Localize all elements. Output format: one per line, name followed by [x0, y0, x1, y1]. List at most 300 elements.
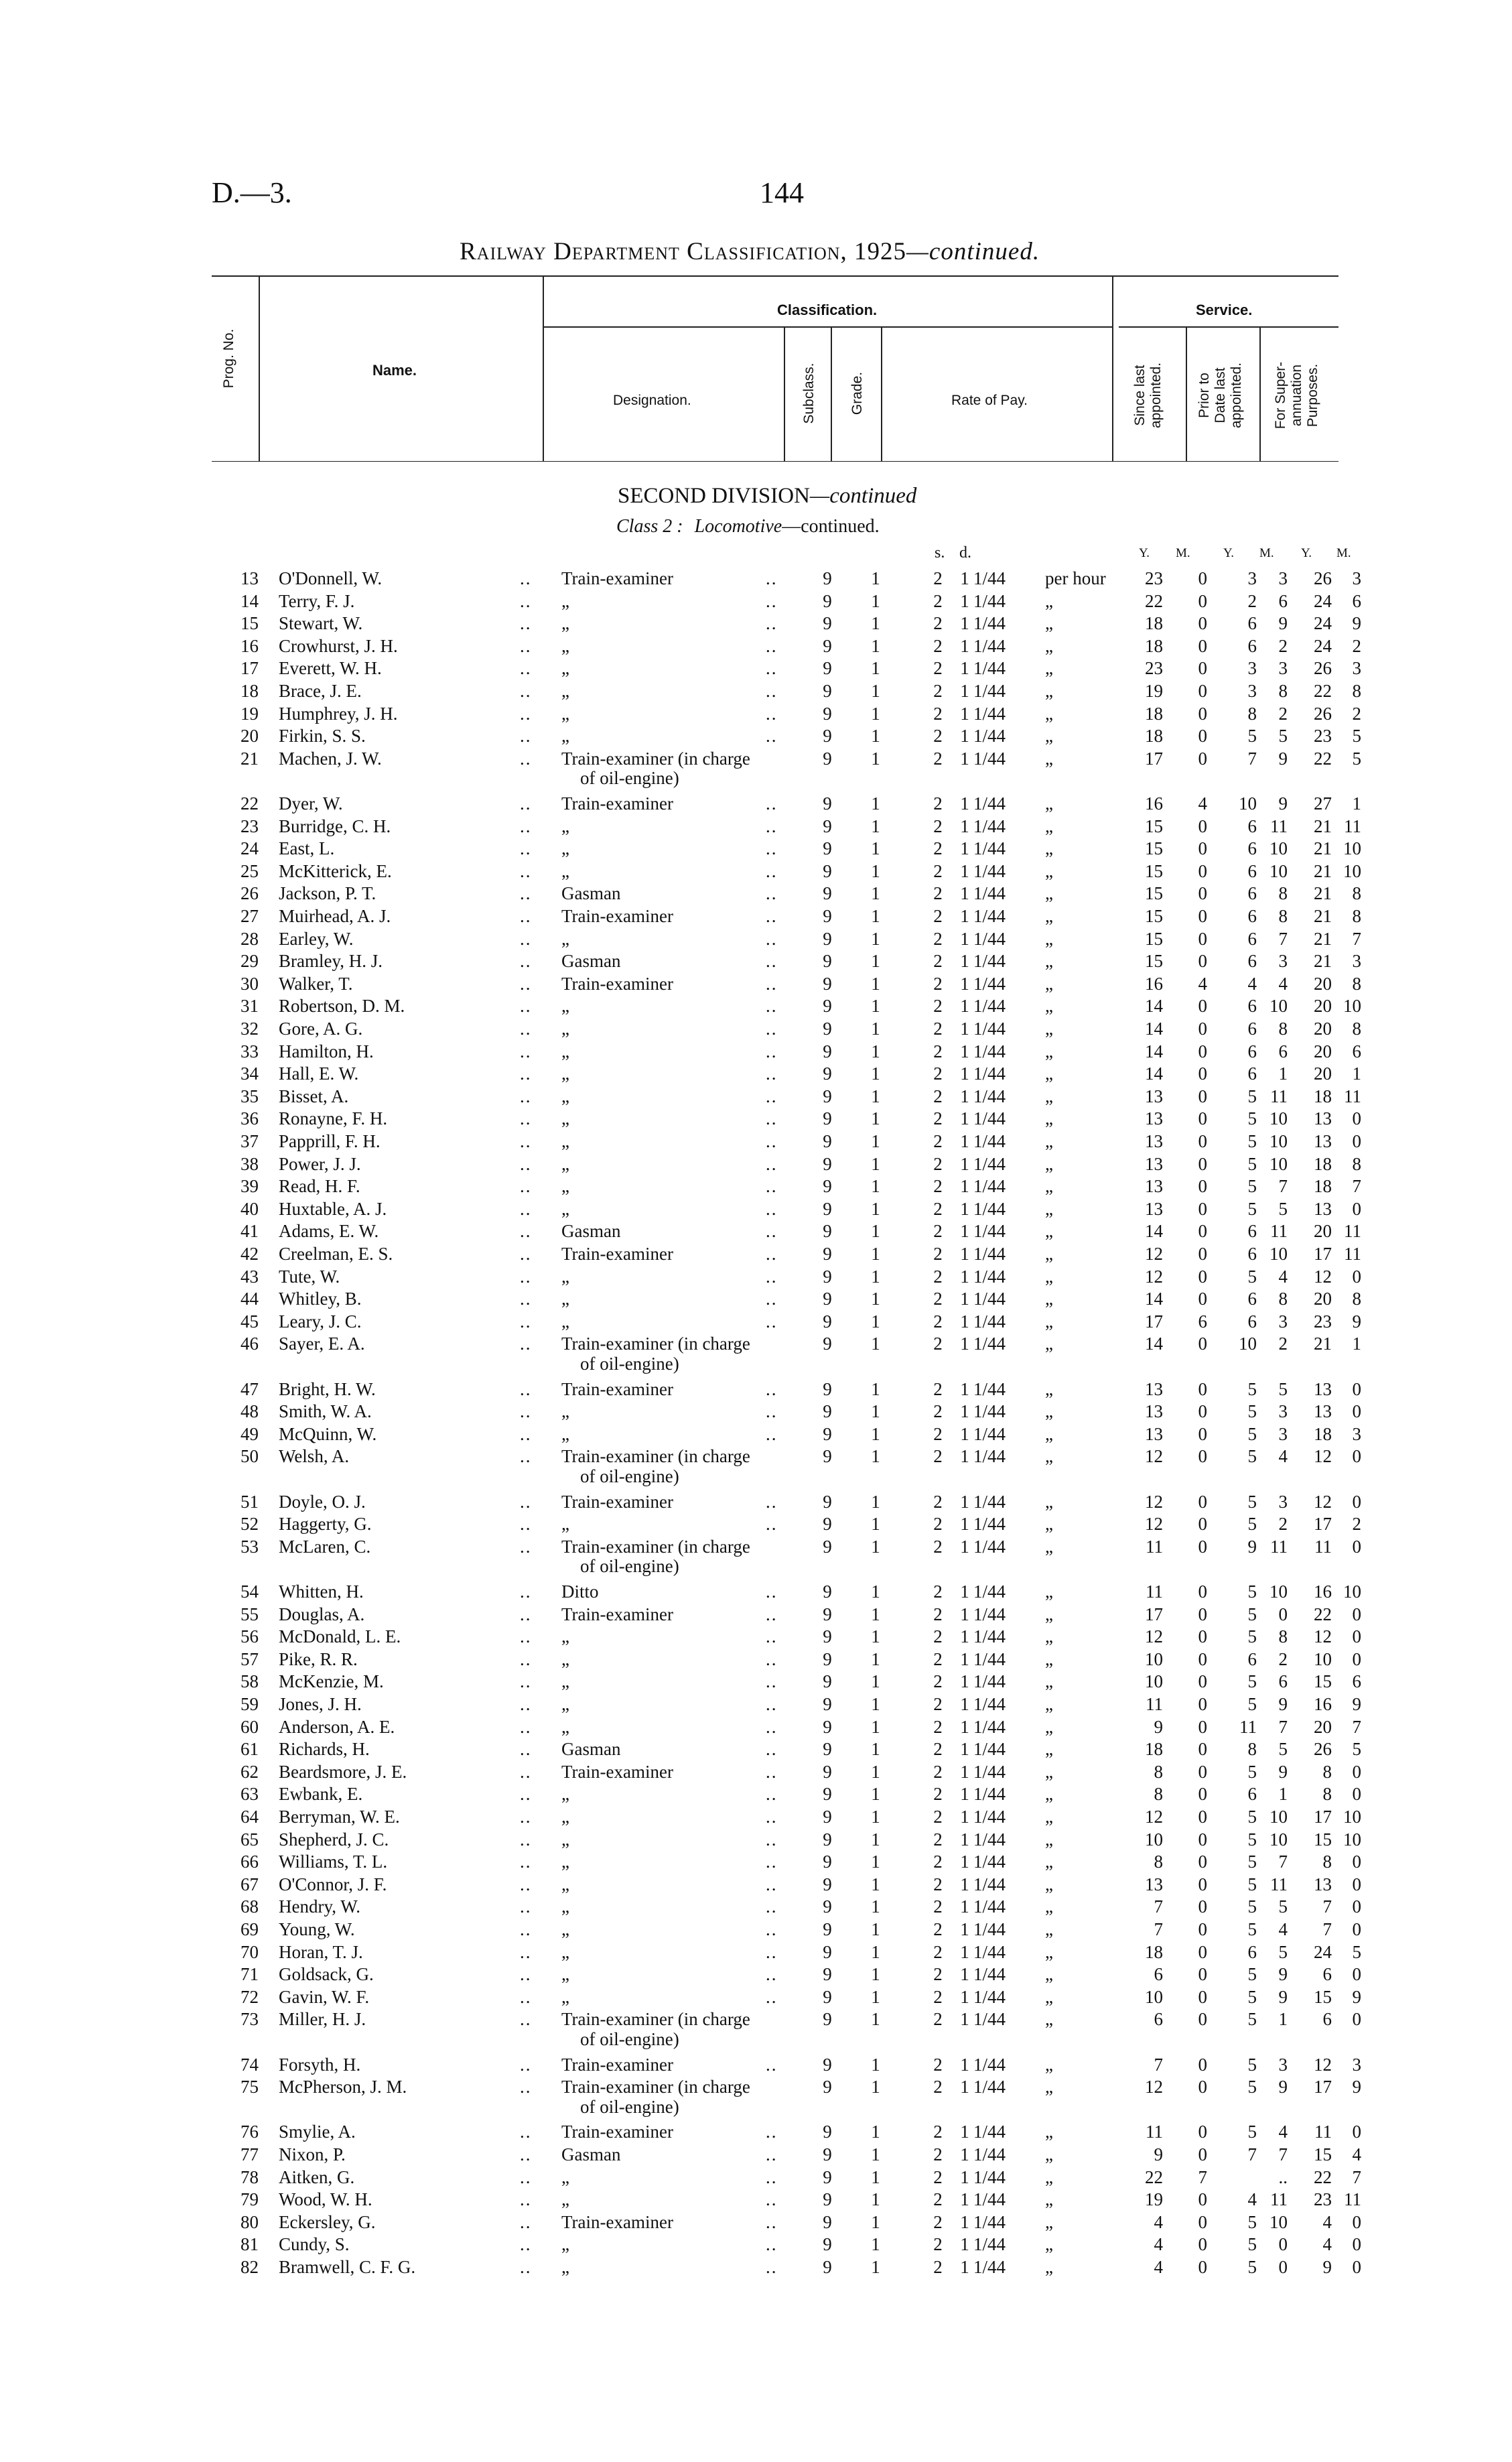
leader-dots: ..: [766, 1154, 778, 1174]
prior-months: 8: [1278, 1289, 1288, 1309]
designation: „: [561, 613, 569, 633]
leader-dots: ..: [520, 1514, 532, 1534]
rate-unit: „: [1045, 1807, 1053, 1827]
leader-dots: ..: [520, 929, 532, 949]
prior-years: 6: [1247, 951, 1257, 971]
since-last-months: 0: [1198, 1401, 1207, 1421]
leader-dots: ..: [520, 658, 532, 678]
subclass: 9: [823, 1784, 832, 1804]
super-years: 12: [1314, 1446, 1332, 1466]
unit-years-1: Y.: [1139, 546, 1150, 560]
since-last-years: 9: [1154, 1717, 1163, 1737]
grade: 1: [871, 1807, 880, 1827]
subclass: 9: [823, 1581, 832, 1602]
rate-pence: 1: [960, 2212, 969, 2232]
leader-dots: ..: [520, 1671, 532, 1691]
rate-unit: „: [1045, 658, 1053, 678]
prior-years: 5: [1247, 1176, 1257, 1196]
since-last-months: 0: [1198, 996, 1207, 1016]
grade: 1: [871, 2009, 880, 2029]
rate-fraction: 1/44: [973, 1739, 1006, 1759]
rate-pence: 1: [960, 1154, 969, 1174]
rate-pence: 1: [960, 726, 969, 746]
rate-shillings: 2: [933, 1108, 943, 1128]
prior-years: 5: [1247, 1852, 1257, 1872]
leader-dots: ..: [766, 1244, 778, 1264]
prior-months: 9: [1278, 793, 1288, 814]
leader-dots: ..: [520, 1379, 532, 1399]
prog-number: 59: [240, 1694, 259, 1714]
since-last-months: 7: [1198, 2167, 1207, 2187]
rate-fraction: 1/44: [973, 2077, 1006, 2097]
prog-number: 64: [240, 1807, 259, 1827]
designation: „: [561, 1311, 569, 1332]
rate-fraction: 1/44: [973, 1311, 1006, 1332]
leader-dots: ..: [766, 2212, 778, 2232]
since-last-months: 0: [1198, 2212, 1207, 2232]
rate-unit: „: [1045, 1964, 1053, 1984]
since-last-months: 0: [1198, 704, 1207, 724]
super-years: 23: [1314, 726, 1332, 746]
since-last-months: 0: [1198, 1176, 1207, 1196]
super-months: 3: [1352, 1424, 1361, 1444]
rate-unit: „: [1045, 1537, 1053, 1557]
rate-pence: 1: [960, 1987, 969, 2007]
super-years: 21: [1314, 816, 1332, 836]
leader-dots: ..: [520, 1604, 532, 1624]
table-row: [0, 1445, 1512, 1468]
rate-unit: „: [1045, 2257, 1053, 2277]
designation: „: [561, 1289, 569, 1309]
rate-unit: „: [1045, 906, 1053, 926]
prior-years: 6: [1247, 1221, 1257, 1241]
employee-name: Tute, W.: [279, 1267, 340, 1287]
prior-months: 1: [1278, 1063, 1288, 1084]
rate-fraction: 1/44: [973, 636, 1006, 656]
designation: „: [561, 838, 569, 858]
designation: Train-examiner (in charge: [561, 749, 750, 769]
prior-months: 8: [1278, 1019, 1288, 1039]
leader-dots: ..: [766, 658, 778, 678]
rate-shillings: 2: [933, 1987, 943, 2007]
prior-months: 0: [1278, 1604, 1288, 1624]
rate-fraction: 1/44: [973, 1874, 1006, 1894]
prior-years: 5: [1247, 1199, 1257, 1219]
super-months: 0: [1352, 1131, 1361, 1151]
prog-number: 23: [240, 816, 259, 836]
rate-pence: 1: [960, 1289, 969, 1309]
rate-unit: „: [1045, 1221, 1053, 1241]
super-years: 27: [1314, 793, 1332, 814]
super-months: 10: [1343, 1581, 1361, 1602]
prior-years: 5: [1247, 1964, 1257, 1984]
table-row: [0, 950, 1512, 972]
header-prior-to-date: Prior to Date last appointed.: [1196, 362, 1244, 429]
subclass: 9: [823, 1852, 832, 1872]
prog-number: 77: [240, 2144, 259, 2164]
rate-pence: 1: [960, 1514, 969, 1534]
table-row: [0, 1062, 1512, 1085]
table-row: [0, 1265, 1512, 1288]
subclass: 9: [823, 929, 832, 949]
since-last-months: 0: [1198, 1221, 1207, 1241]
grade: 1: [871, 1537, 880, 1557]
grade: 1: [871, 1446, 880, 1466]
subclass: 9: [823, 2122, 832, 2142]
leader-dots: ..: [766, 951, 778, 971]
prior-months: 9: [1278, 749, 1288, 769]
rate-shillings: 2: [933, 658, 943, 678]
rate-fraction: 1/44: [973, 793, 1006, 814]
since-last-years: 15: [1145, 838, 1163, 858]
rate-unit: „: [1045, 1852, 1053, 1872]
prog-number: 57: [240, 1649, 259, 1669]
prior-years: 5: [1247, 1694, 1257, 1714]
designation: Gasman: [561, 1221, 621, 1241]
table-row: [0, 2188, 1512, 2211]
employee-name: Papprill, F. H.: [279, 1131, 381, 1151]
employee-name: Douglas, A.: [279, 1604, 365, 1624]
prior-months: 9: [1278, 613, 1288, 633]
super-months: 10: [1343, 1807, 1361, 1827]
divider-sub-grade: [831, 327, 832, 461]
since-last-years: 4: [1154, 2257, 1163, 2277]
leader-dots: ..: [520, 974, 532, 994]
rate-pence: 1: [960, 2257, 969, 2277]
subclass: 9: [823, 1401, 832, 1421]
table-row: [0, 927, 1512, 950]
table-row: [0, 679, 1512, 702]
prior-years: 2: [1247, 591, 1257, 611]
subclass: 9: [823, 1492, 832, 1512]
grade: 1: [871, 1176, 880, 1196]
super-months: 11: [1344, 1086, 1361, 1106]
rate-pence: 1: [960, 1244, 969, 1264]
since-last-years: 14: [1145, 1019, 1163, 1039]
since-last-months: 0: [1198, 1852, 1207, 1872]
rate-unit: „: [1045, 1401, 1053, 1421]
document-reference: D.—3.: [212, 176, 292, 209]
leader-dots: ..: [766, 816, 778, 836]
prior-years: 6: [1247, 929, 1257, 949]
rate-fraction: 1/44: [973, 1041, 1006, 1061]
super-years: 22: [1314, 749, 1332, 769]
since-last-years: 13: [1145, 1874, 1163, 1894]
since-last-years: 8: [1154, 1852, 1163, 1872]
prior-months: 7: [1278, 1717, 1288, 1737]
prior-years: 11: [1239, 1717, 1257, 1737]
grade: 1: [871, 2077, 880, 2097]
rate-unit: „: [1045, 1874, 1053, 1894]
rate-shillings: 2: [933, 1942, 943, 1962]
leader-dots: ..: [766, 2055, 778, 2075]
table-row: [0, 1423, 1512, 1445]
table-row: [0, 1310, 1512, 1333]
prior-years: 7: [1247, 2144, 1257, 2164]
leader-dots: ..: [766, 1063, 778, 1084]
grade: 1: [871, 658, 880, 678]
rate-pence: 1: [960, 1604, 969, 1624]
table-row: [0, 1648, 1512, 1671]
rate-pence: 1: [960, 951, 969, 971]
grade: 1: [871, 1154, 880, 1174]
rate-shillings: 2: [933, 1131, 943, 1151]
rate-shillings: 2: [933, 929, 943, 949]
table-row: [0, 635, 1512, 657]
super-years: 7: [1322, 1919, 1332, 1939]
leader-dots: ..: [520, 1807, 532, 1827]
rate-pence: 1: [960, 1964, 969, 1984]
prior-months: 3: [1278, 568, 1288, 588]
since-last-years: 14: [1145, 1221, 1163, 1241]
since-last-months: 4: [1198, 974, 1207, 994]
designation: Train-examiner: [561, 568, 673, 588]
leader-dots: ..: [766, 1852, 778, 1872]
rate-fraction: 1/44: [973, 1852, 1006, 1872]
since-last-years: 13: [1145, 1424, 1163, 1444]
super-months: 8: [1352, 681, 1361, 701]
table-row: [0, 1738, 1512, 1760]
table-row: [0, 1378, 1512, 1401]
designation: Train-examiner (in charge: [561, 1537, 750, 1557]
rate-shillings: 2: [933, 1244, 943, 1264]
since-last-months: 0: [1198, 1762, 1207, 1782]
leader-dots: ..: [520, 2077, 532, 2097]
designation: Train-examiner (in charge: [561, 1334, 750, 1354]
table-row: [0, 747, 1512, 770]
rate-fraction: 1/44: [973, 2055, 1006, 2075]
table-row: [0, 1986, 1512, 2008]
rate-pence: 1: [960, 1492, 969, 1512]
prior-months: 0: [1278, 2257, 1288, 2277]
prior-months: 4: [1278, 974, 1288, 994]
prior-years: 6: [1247, 1942, 1257, 1962]
designation: „: [561, 1401, 569, 1421]
rate-shillings: 2: [933, 1063, 943, 1084]
leader-dots: ..: [520, 1019, 532, 1039]
prior-years: 5: [1247, 1154, 1257, 1174]
rate-pence: 1: [960, 1086, 969, 1106]
employee-name: Gore, A. G.: [279, 1019, 363, 1039]
rate-shillings: 2: [933, 883, 943, 903]
prior-months: 2: [1278, 1649, 1288, 1669]
rate-unit: „: [1045, 1424, 1053, 1444]
super-years: 20: [1314, 1289, 1332, 1309]
prior-months: 5: [1278, 1896, 1288, 1917]
since-last-months: 0: [1198, 1604, 1207, 1624]
since-last-years: 12: [1145, 1267, 1163, 1287]
prior-years: 6: [1247, 996, 1257, 1016]
prior-months: 11: [1270, 1537, 1288, 1557]
rate-fraction: 1/44: [973, 2257, 1006, 2277]
rate-pence: 1: [960, 1131, 969, 1151]
table-row: [0, 2120, 1512, 2143]
prior-months: 1: [1278, 1784, 1288, 1804]
table-row: [0, 905, 1512, 927]
super-years: 4: [1322, 2212, 1332, 2232]
since-last-months: 0: [1198, 1514, 1207, 1534]
subclass: 9: [823, 1289, 832, 1309]
leader-dots: ..: [520, 1739, 532, 1759]
designation: Ditto: [561, 1581, 599, 1602]
since-last-months: 0: [1198, 2009, 1207, 2029]
rate-shillings: 2: [933, 816, 943, 836]
super-years: 26: [1314, 1739, 1332, 1759]
table-row: [0, 657, 1512, 679]
subclass: 9: [823, 1221, 832, 1241]
grade: 1: [871, 2122, 880, 2142]
rate-fraction: 1/44: [973, 1131, 1006, 1151]
since-last-years: 17: [1145, 1604, 1163, 1624]
super-months: 3: [1352, 2055, 1361, 2075]
super-months: 0: [1352, 1492, 1361, 1512]
super-months: 5: [1352, 726, 1361, 746]
header-rate-of-pay: Rate of Pay.: [951, 393, 1028, 408]
subclass: 9: [823, 1086, 832, 1106]
since-last-years: 19: [1145, 2189, 1163, 2209]
prior-years: 5: [1247, 1086, 1257, 1106]
subclass: 9: [823, 1942, 832, 1962]
grade: 1: [871, 1492, 880, 1512]
table-row: [0, 815, 1512, 838]
designation: „: [561, 861, 569, 881]
rate-shillings: 2: [933, 1919, 943, 1939]
leader-dots: ..: [766, 1289, 778, 1309]
leader-dots: ..: [766, 2257, 778, 2277]
leader-dots: ..: [766, 613, 778, 633]
rate-unit: „: [1045, 2167, 1053, 2187]
super-months: 0: [1352, 1108, 1361, 1128]
grade: 1: [871, 2167, 880, 2187]
subclass: 9: [823, 1762, 832, 1782]
rate-unit: „: [1045, 1244, 1053, 1264]
prog-number: 38: [240, 1154, 259, 1174]
leader-dots: ..: [520, 2212, 532, 2232]
leader-dots: ..: [520, 1063, 532, 1084]
super-years: 22: [1314, 2167, 1332, 2187]
rate-pence: 1: [960, 1717, 969, 1737]
super-months: 8: [1352, 1154, 1361, 1174]
since-last-months: 0: [1198, 749, 1207, 769]
designation: Train-examiner: [561, 2212, 673, 2232]
rate-fraction: 1/44: [973, 1942, 1006, 1962]
employee-name: O'Connor, J. F.: [279, 1874, 387, 1894]
leader-dots: ..: [520, 1154, 532, 1174]
rate-shillings: 2: [933, 1199, 943, 1219]
designation: „: [561, 1671, 569, 1691]
leader-dots: ..: [766, 704, 778, 724]
designation: „: [561, 1784, 569, 1804]
super-years: 22: [1314, 681, 1332, 701]
grade: 1: [871, 906, 880, 926]
prior-years: 3: [1247, 658, 1257, 678]
prior-years: 5: [1247, 1987, 1257, 2007]
since-last-years: 7: [1154, 2055, 1163, 2075]
grade: 1: [871, 1019, 880, 1039]
designation: Train-examiner: [561, 2055, 673, 2075]
title-continued: —continued.: [906, 238, 1040, 265]
prior-years: 5: [1247, 1896, 1257, 1917]
leader-dots: ..: [520, 1492, 532, 1512]
super-months: 7: [1352, 929, 1361, 949]
designation: „: [561, 929, 569, 949]
leader-dots: ..: [520, 1108, 532, 1128]
rate-unit: „: [1045, 1131, 1053, 1151]
rate-unit: „: [1045, 1334, 1053, 1354]
rate-pence: 1: [960, 1626, 969, 1646]
employee-name: Hamilton, H.: [279, 1041, 374, 1061]
rate-pence: 1: [960, 1041, 969, 1061]
designation: Gasman: [561, 2144, 621, 2164]
rate-unit: „: [1045, 1019, 1053, 1039]
super-years: 8: [1322, 1852, 1332, 1872]
super-years: 13: [1314, 1401, 1332, 1421]
unit-years-3: Y.: [1301, 546, 1312, 560]
grade: 1: [871, 749, 880, 769]
subclass: 9: [823, 1311, 832, 1332]
super-months: 9: [1352, 1987, 1361, 2007]
header-grade: Grade.: [849, 371, 865, 415]
prior-years: 5: [1247, 2257, 1257, 2277]
unit-months-1: M.: [1176, 546, 1190, 560]
prior-months: 9: [1278, 1762, 1288, 1782]
super-months: 0: [1352, 1401, 1361, 1421]
table-row: [0, 2053, 1512, 2076]
rate-fraction: 1/44: [973, 591, 1006, 611]
prior-months: 3: [1278, 1311, 1288, 1332]
leader-dots: ..: [520, 681, 532, 701]
super-months: 0: [1352, 1604, 1361, 1624]
leader-dots: ..: [766, 793, 778, 814]
rate-shillings: 2: [933, 1289, 943, 1309]
leader-dots: ..: [520, 2055, 532, 2075]
designation: „: [561, 681, 569, 701]
leader-dots: ..: [766, 1131, 778, 1151]
rate-shillings: 2: [933, 1446, 943, 1466]
employee-name: Bramley, H. J.: [279, 951, 383, 971]
super-years: 17: [1314, 2077, 1332, 2097]
since-last-years: 13: [1145, 1108, 1163, 1128]
prior-years: 6: [1247, 1063, 1257, 1084]
grade: 1: [871, 951, 880, 971]
prog-number: 25: [240, 861, 259, 881]
class-heading: [616, 516, 880, 537]
leader-dots: ..: [520, 1896, 532, 1917]
designation: „: [561, 1807, 569, 1827]
header-service: Service.: [1196, 302, 1253, 318]
prior-months: 10: [1269, 838, 1288, 858]
grade: 1: [871, 1424, 880, 1444]
super-months: 9: [1352, 613, 1361, 633]
rate-pence: 1: [960, 1267, 969, 1287]
designation-continuation: of oil-engine): [580, 1466, 679, 1486]
grade: 1: [871, 1784, 880, 1804]
rate-pence: 1: [960, 1176, 969, 1196]
subclass: 9: [823, 613, 832, 633]
designation: „: [561, 1176, 569, 1196]
leader-dots: ..: [766, 1108, 778, 1128]
prior-months: 7: [1278, 1852, 1288, 1872]
since-last-months: 0: [1198, 636, 1207, 656]
title-main: Railway Department Classification, 1925: [460, 238, 907, 265]
leader-dots: ..: [520, 1852, 532, 1872]
prior-months: 2: [1278, 636, 1288, 656]
since-last-months: 0: [1198, 1244, 1207, 1264]
super-months: 2: [1352, 1514, 1361, 1534]
table-row: [0, 1693, 1512, 1715]
divider-grade-rate: [881, 327, 882, 461]
leader-dots: ..: [520, 1221, 532, 1241]
